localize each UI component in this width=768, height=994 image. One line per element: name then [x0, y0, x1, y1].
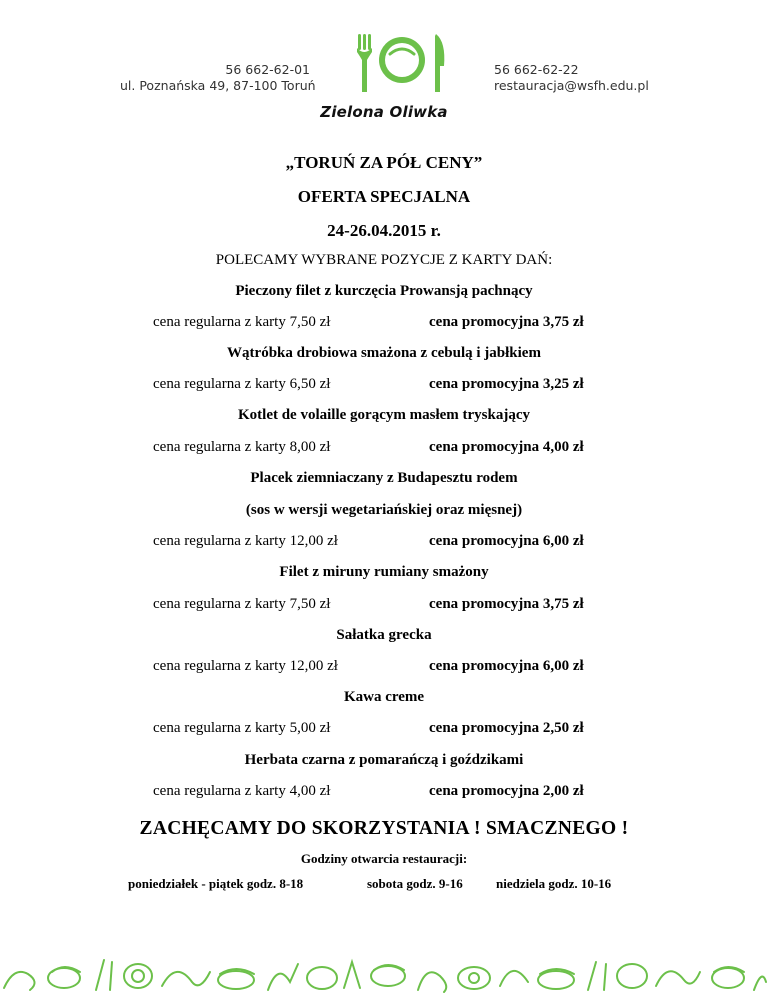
regular-price: cena regularna z karty 8,00 zł	[153, 439, 331, 455]
promo-price: cena promocyjna 6,00 zł	[429, 658, 584, 674]
page-title: „TORUŃ ZA PÓŁ CENY”	[285, 153, 483, 172]
header-contact-right	[494, 62, 694, 94]
regular-price: cena regularna z karty 7,50 zł	[153, 314, 331, 330]
right-phone: 56 662-62-22	[494, 62, 579, 77]
hours-saturday: sobota godz. 9-16	[367, 876, 463, 891]
address: ul. Poznańska 49, 87-100 Toruń	[120, 78, 316, 93]
page-subtitle: OFERTA SPECJALNA	[297, 187, 471, 206]
promo-price: cena promocyjna 2,00 zł	[429, 783, 584, 799]
dish-name: Placek ziemniaczany z Budapesztu rodem	[250, 470, 518, 486]
promo-price: cena promocyjna 3,75 zł	[429, 314, 584, 330]
dish-name: Kawa creme	[343, 689, 425, 705]
promo-price: cena promocyjna 6,00 zł	[429, 533, 584, 549]
closing-text: ZACHĘCAMY DO SKORZYSTANIA ! SMACZNEGO !	[139, 818, 629, 839]
fork-plate-knife-logo-icon	[352, 32, 452, 94]
opening-hours-title: Godziny otwarcia restauracji:	[300, 851, 468, 866]
brand-name: Zielona Oliwka	[320, 103, 448, 121]
dish-note: (sos w wersji wegetariańskiej oraz mięsnej)	[245, 502, 523, 518]
dish-name: Sałatka grecka	[336, 627, 432, 643]
dish-name: Herbata czarna z pomarańczą i goździkami	[244, 752, 524, 768]
email: restauracja@wsfh.edu.pl	[494, 78, 649, 93]
intro-text: POLECAMY WYBRANE POZYCJE Z KARTY DAŃ:	[215, 252, 553, 268]
promo-price: cena promocyjna 3,75 zł	[429, 596, 584, 612]
promo-price: cena promocyjna 2,50 zł	[429, 720, 584, 736]
food-doodle-border-icon	[0, 952, 768, 994]
dish-name: Wątróbka drobiowa smażona z cebulą i jabłkiem	[227, 345, 541, 361]
promo-price: cena promocyjna 4,00 zł	[429, 439, 584, 455]
dish-name: Kotlet de volaille gorącym masłem tryskający	[237, 407, 530, 423]
left-phone: 56 662-62-01	[225, 62, 310, 77]
regular-price: cena regularna z karty 12,00 zł	[153, 533, 338, 549]
hours-weekdays: poniedziałek - piątek godz. 8-18	[128, 876, 304, 891]
hours-sunday: niedziela godz. 10-16	[496, 876, 612, 891]
offer-dates: 24-26.04.2015 r.	[327, 221, 441, 240]
dish-name: Pieczony filet z kurczęcia Prowansją pachnący	[235, 283, 533, 299]
dish-name: Filet z miruny rumiany smażony	[279, 564, 489, 580]
header-contact-left	[120, 62, 316, 94]
regular-price: cena regularna z karty 7,50 zł	[153, 596, 331, 612]
regular-price: cena regularna z karty 6,50 zł	[153, 376, 331, 392]
regular-price: cena regularna z karty 12,00 zł	[153, 658, 338, 674]
regular-price: cena regularna z karty 5,00 zł	[153, 720, 331, 736]
promo-price: cena promocyjna 3,25 zł	[429, 376, 584, 392]
regular-price: cena regularna z karty 4,00 zł	[153, 783, 331, 799]
